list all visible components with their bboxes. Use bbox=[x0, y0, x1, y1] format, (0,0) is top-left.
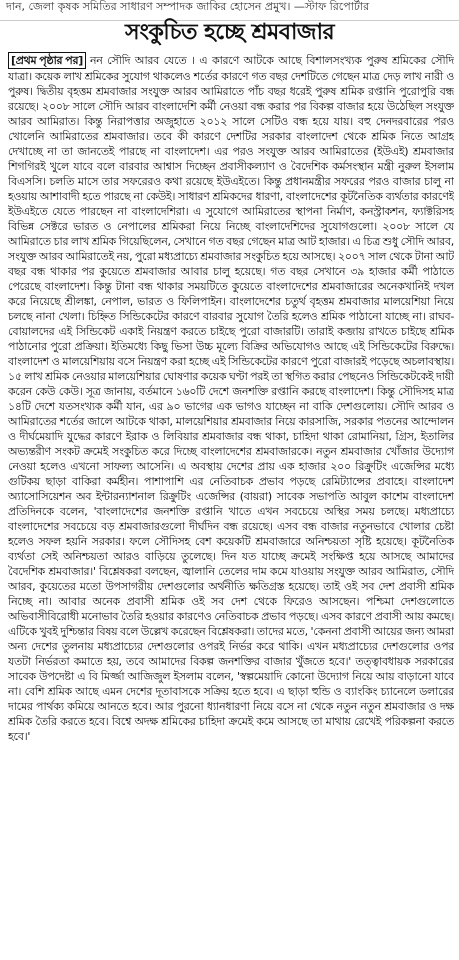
top-clipped-text: দান, জেলা কৃষক সমিতির সাধারণ সম্পাদক জাকির হোসেন প্রমুখ। —স্টাফ রিপোর্টার bbox=[6, 0, 370, 13]
article-body bbox=[8, 52, 454, 958]
article-paragraph bbox=[8, 52, 454, 744]
article-body-text: নন সৌদি আরব যেতে । এ কারণে আটকে আছে বিশালসংখ্যক পুরুষ শ্রমিকের সৌদি যাত্রা। কয়েক লাখ শ্রমিকের সুযোগ থাকলেও শর্তের কারণে গত বছর দেশটিতে গেছেন মাত্র দেড় লাখ নারী ও পুরুষ। দ্বিতীয় বৃহত্তম শ্রমবাজার সংযুক্ত আরব আমিরাতে পাঁচ বছর ধরেই পুরুষ শ্রমিক রপ্তানি পুরোপুরি বন্ধ রয়েছে। ২০০৮ সালে সৌদি আরব বাংলাদেশি কর্মী নেওয়া বন্ধ করার পর বিকল্প বাজার হয়ে উঠেছিল সংযুক্ত আরব আমিরাত। কিন্তু নিরাপত্তার অজুহাতে ২০১২ সালে সেটিও বন্ধ হয়ে যায়। বহু দেনদরবারের পরও খোলেনি আমিরাতের শ্রমবাজার। তবে কী কারণে দেশটির সরকার বাংলাদেশ থেকে শ্রমিক নিতে আগ্রহ দেখাচ্ছে না তা জানতেই পারছে না বাংলাদেশ। এর পরও সংযুক্ত আরব আমিরাতের (ইউএই) শ্রমবাজার শিগগিরই খুলে যাবে বলে বারবার আশ্বাস দিচ্ছেন প্রবাসীকল্যাণ ও বৈদেশিক কর্মসংস্থান মন্ত্রী নুরুল ইসলাম বিএসসি। চলতি মাসে তার সফরেরও কথা রয়েছে ইউএইতে। কিন্তু প্রধানমন্ত্রীর সফরের পরও বাজার চালু না হওয়ায় আশাবাদী হতে পারছে না কেউই। সাধারণ শ্রমিকদের ধারণা, বাংলাদেশের কূটনৈতিক ব্যর্থতার কারণেই ইউএইতে যেতে পারছেন না বাংলাদেশিরা। এ সুযোগে আমিরাতের স্থাপনা নির্মাণ, কনস্ট্রাকশন, ফ্যাক্টরিসহ বিভিন্ন সেক্টরে ভারত ও নেপালের শ্রমিকরা নিয়ে নিচ্ছে বাংলাদেশিদের সুযোগগুলো। ২০০৮ সালে যে আমিরাতে চার লাখ শ্রমিক গিয়েছিলেন, সেখানে গত বছর গেছেন মাত্র আট হাজার। এ চিত্র শুধু সৌদি আরব, সংযুক্ত আরব আমিরাতেই নয়, পুরো মধ্যপ্রাচ্যে শ্রমবাজার সংকুচিত হয়ে আসছে। ২০০৭ সাল থেকে টানা আট বছর বন্ধ থাকার পর কুয়েতে শ্রমবাজার আবার চালু হয়েছে। গত বছর সেখানে ৩৯ হাজার কর্মী পাঠাতে পেরেছে বাংলাদেশ। কিন্তু টানা বন্ধ থাকার সময়টিতে কুয়েতে বাংলাদেশের শ্রমবাজারের অনেকখানিই দখল করে নিয়েছে শ্রীলঙ্কা, নেপাল, ভারত ও ফিলিপাইন। বাংলাদেশের চতুর্থ বৃহত্তম শ্রমবাজার মালয়েশিয়া নিয়ে চলছে নানা খেলা। চিহ্নিত সিন্ডিকেটের কারণে বারবার সুযোগ তৈরি হলেও শ্রমিক পাঠানো যাচ্ছে না। রাঘব-বোয়ালদের এই সিন্ডিকেট একাই নিয়ন্ত্রণ করতে চাইছে পুরো বাজারটি। তারাই কব্জায় রাখতে চাইছে শ্রমিক পাঠানোর পুরো প্রক্রিয়া। ইতিমধ্যে কিছু ভিসা উচ্চ মূল্যে বিক্রির অভিযোগও আছে এই সিন্ডিকেটের বিরুদ্ধে। বাংলাদেশ ও মালয়েশিয়ায় বসে নিয়ন্ত্রণ করা হচ্ছে এই সিন্ডিকেটের কারণে পুরো বাজারই পড়েছে অচলাবস্থায়। ১৫ লাখ শ্রমিক নেওয়ার মালয়েশিয়ার ঘোষণার কয়েক ঘণ্টা পরই তা স্থগিত করার পেছনেও সিন্ডিকেটকেই দায়ী করেন কেউ কেউ। সূত্র জানায়, বর্তমানে ১৬০টি দেশে জনশক্তি রপ্তানি করছে বাংলাদেশ। কিন্তু সৌদিসহ মাত্র ১৪টি দেশে যতসংখ্যক কর্মী যান, এর ৯০ ভাগের এক ভাগও যাচ্ছেন না বাকি দেশগুলোয়। সৌদি আরব ও আমিরাতের শর্তের জালে আটকে থাকা, মালয়েশিয়ার শ্রমবাজার নিয়ে কারসাজি, সরকার পতনের আন্দোলন ও দীর্ঘমেয়াদি যুদ্ধের কারণে ইরাক ও লিবিয়ার শ্রমবাজার বন্ধ থাকা, চাহিদা থাকা রোমানিয়া, গ্রিস, ইতালির অভ্যন্তরীণ সংকট ক্রমেই সংকুচিত করে দিচ্ছে বাংলাদেশের শ্রমবাজারকে। নতুন শ্রমবাজার খোঁজার উদ্যোগ নেওয়া হলেও এখনো সাফল্য আসেনি। এ অবস্থায় দেশের প্রায় এক হাজার ২০০ রিক্রুটিং এজেন্সির মধ্যে গুটিকয় ছাড়া বাকিরা কর্মহীন। পাশাপাশি এর নেতিবাচক প্রভাব পড়ছে রেমিট্যান্সের প্রবাহে। বাংলাদেশ অ্যাসোসিয়েশন অব ইন্টারন্যাশনাল রিক্রুটিং এজেন্সির (বায়রা) সাবেক সভাপতি আবুল কাশেম বাংলাদেশ প্রতিদিনকে বলেন, 'বাংলাদেশের জনশক্তি রপ্তানি খাতে এখন সবচেয়ে অস্থির সময় চলছে। মধ্যপ্রাচ্যে বাংলাদেশের সবচেয়ে বড় শ্রমবাজারগুলো দীর্ঘদিন বন্ধ রয়েছে। এসব বন্ধ বাজার নতুনভাবে খোলার চেষ্টা হলেও সফল হয়নি সরকার। ফলে সৌদিসহ বেশ কয়েকটি শ্রমবাজারে অনিশ্চয়তা সৃষ্টি হয়েছে। কূটনৈতিক ব্যর্থতা সেই অনিশ্চয়তা আরও বাড়িয়ে তুলেছে। দিন যত যাচ্ছে ক্রমেই সংক্ষিপ্ত হয়ে আসছে আমাদের বৈদেশিক শ্রমবাজার।' বিশ্লেষকরা বলছেন, জ্বালানি তেলের দাম কমে যাওয়ায় সংযুক্ত আরব আমিরাত, সৌদি আরব, কুয়েতের মতো উপসাগরীয় দেশগুলোর অর্থনীতি ক্ষতিগ্রস্ত হয়েছে। তাই ওই সব দেশ প্রবাসী শ্রমিক নিচ্ছে না। আবার অনেক প্রবাসী শ্রমিক ওই সব দেশ থেকে ফিরেও আসছেন। পশ্চিমা দেশগুলোতে অভিবাসীবিরোধী মনোভাব তৈরি হওয়ার কারণেও নেতিবাচক প্রভাব পড়ছে। এসব কারণে প্রবাসী আয় কমছে। এটিকে খুবই দুশ্চিন্তার বিষয় বলে উল্লেখ করেছেন বিশ্লেষকরা। তাদের মতে, 'কেননা প্রবাসী আয়ের জন্য আমরা অন্য দেশের তুলনায় মধ্যপ্রাচ্যের দেশগুলোর ওপরই নির্ভর করে থাকি। এখন মধ্যপ্রাচ্যের দেশগুলোর ওপর যতটা নির্ভরতা কমাতে হয়, তবে আমাদের বিকল্প জনশক্তির বাজার খুঁজতে হবে।' তত্ত্বাবধায়ক সরকারের সাবেক উপদেষ্টা এ বি মির্জ্জা আজিজুল ইসলাম বলেন, 'স্বল্পমেয়াদি কোনো উদ্যোগ নিয়ে আয় বাড়ানো যাবে না। বেশি শ্রমিক আছে এমন দেশের দূতাবাসকে সক্রিয় হতে হবে। এ ছাড়া হুন্ডি ও ব্যাংকিং চ্যানেলে ডলারের দামের পার্থক্য কমিয়ে আনতে হবে। আর পুরনো ধ্যানধারণা নিয়ে বসে না থেকে নতুন নতুন শ্রমবাজার ও দক্ষ শ্রমিক তৈরি করতে হবে। বিশ্বে অদক্ষ শ্রমিকের চাহিদা ক্রমেই কমে আসছে তা মাথায় রেখেই পরিকল্পনা করতে হবে।' bbox=[8, 54, 454, 743]
article-headline: সংকুচিত হচ্ছে শ্রমবাজার bbox=[124, 20, 335, 45]
continuation-tag: [প্রথম পৃষ্ঠার পর] bbox=[8, 52, 86, 69]
